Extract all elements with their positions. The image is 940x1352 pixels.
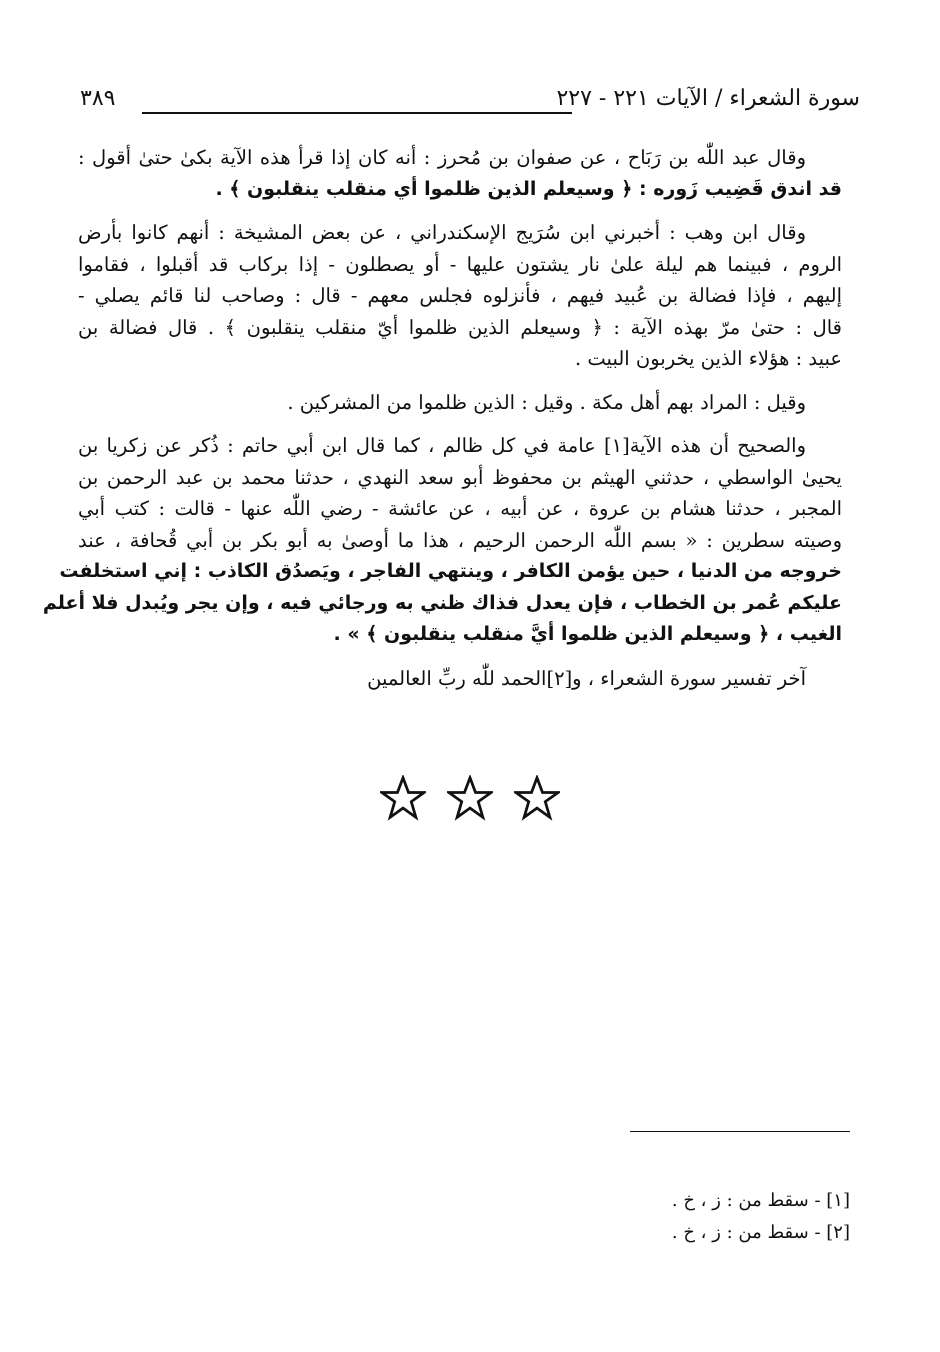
star-icon (514, 775, 560, 821)
star-icon (447, 775, 493, 821)
text-line: الغيب ، ﴿ وسيعلم الذين ظلموا أيَّ منقلب ينقلبون ﴾ » . (333, 623, 842, 645)
footnote-separator (630, 1131, 850, 1132)
text-line: وقال عبد اللّٰه بن رَبَاح ، عن صفوان بن مُحرز : أنه كان إذا قرأ هذه الآية بكىٰ حتىٰ أقول : (78, 146, 806, 169)
text-line: وقيل : المراد بهم أهل مكة . وقيل : الذين ظلموا من المشركين . (287, 390, 806, 414)
paragraph (78, 217, 842, 375)
paragraph (78, 142, 842, 205)
star-icon (380, 775, 426, 821)
text-line: يحيىٰ الواسطي ، حدثني الهيثم بن محفوظ أبو سعد النهدي ، حدثنا محمد بن عبد الرحمن بن (78, 465, 842, 489)
text-line: الروم ، فبينما هم ليلة علىٰ نار يشتون عليها - أو يصطلون - إذا بركاب قد أقبلوا ، فقاموا (78, 252, 842, 276)
header-title: سورة الشعراء / الآيات ٢٢١ - ٢٢٧ (556, 86, 860, 111)
text-line: المجبر ، حدثنا هشام بن عروة ، عن أبيه ، عن عائشة - رضي اللّٰه عنها - قالت : كتب أبي (78, 497, 842, 520)
paragraph (78, 387, 842, 419)
text-line: والصحيح أن هذه الآية[١] عامة في كل ظالم ، كما قال ابن أبي حاتم : ذُكر عن زكريا بن (78, 434, 807, 457)
header-rule (142, 112, 572, 114)
footnotes (550, 1185, 850, 1249)
paragraph (42, 430, 842, 651)
text-line: قد اندق قَضِيب زَوره : ﴿ وسيعلم الذين ظلموا أي منقلب ينقلبون ﴾ . (215, 177, 842, 200)
text-line: وقال ابن وهب : أخبرني ابن سُرَيج الإسكندراني ، عن بعض المشيخة : أنهم كانوا بأرض (78, 221, 806, 244)
footnote-item: [٢] - سقط من : ز ، خ . (671, 1222, 850, 1243)
text-line: وصيته سطرين : « بسم اللّٰه الرحمن الرحيم ، هذا ما أوصىٰ به أبو بكر بن أبي قُحافة ، عند (78, 528, 842, 552)
main-text (42, 142, 842, 706)
footnote-item: [١] - سقط من : ز ، خ . (671, 1190, 850, 1211)
section-divider-stars (380, 775, 560, 825)
text-line: قال : حتىٰ مرّ بهذه الآية : ﴿ وسيعلم الذين ظلموا أيّ منقلب ينقلبون ﴾ . قال فضالة بن (78, 315, 842, 339)
text-line: عبيد : هؤلاء الذين يخربون البيت . (575, 347, 842, 370)
text-line: آخر تفسير سورة الشعراء ، و[٢]الحمد للّٰه ربِّ العالمين (367, 666, 806, 690)
text-line: خروجه من الدنيا ، حين يؤمن الكافر ، وينتهي الفاجر ، ويَصدُق الكاذب : إني استخلفت (59, 560, 842, 582)
text-line: إليهم ، فإذا فضالة بن عُبيد فيهم ، فأنزلوه فجلس معهم - قال : وصاحب لنا قائم يصلي - (78, 284, 842, 307)
text-line: عليكم عُمر بن الخطاب ، فإن يعدل فذاك ظني به ورجائي فيه ، وإن يجر ويُبدل فلا أعلم (42, 591, 842, 614)
paragraph (78, 663, 842, 695)
page-number: ٣٨٩ (80, 86, 116, 111)
page-header (80, 86, 860, 126)
